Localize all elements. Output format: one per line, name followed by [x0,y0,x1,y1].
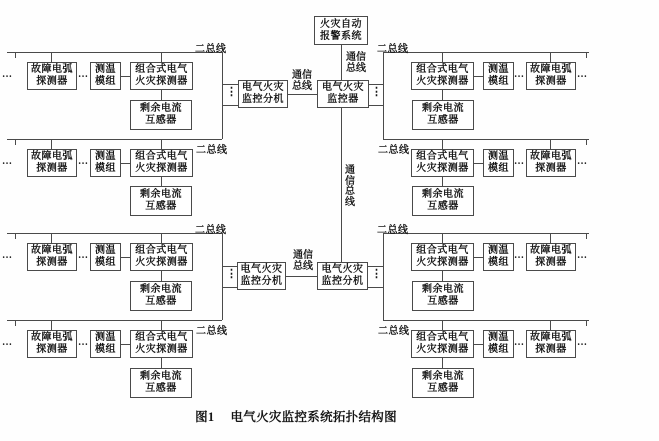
more-devices-ellipsis: … [514,156,525,167]
connector-line [368,287,383,288]
temp-module-box: 测温 模组 [90,243,121,271]
combined-detector-box: 组合式电气 火灾探测器 [130,243,193,271]
combined-detector-box: 组合式电气 火灾探测器 [130,149,193,177]
monitor-subunit-box-bottom-left [237,262,286,290]
more-buses-ellipsis: ⋮ [226,268,237,280]
box-label: 报警系统 [320,30,362,42]
connector-line [474,344,483,345]
connector-line [222,105,238,106]
bus-line [7,52,222,53]
fault-arc-detector-box: 故障电弧 探测器 [526,149,576,177]
drop-line [586,320,587,326]
temp-module-box: 测温 模组 [90,149,121,177]
comm-bus-line [288,94,317,95]
connector-line [442,90,443,100]
bus2-label: 二总线 [195,225,227,236]
more-devices-ellipsis: … [577,69,588,80]
connector-line [442,271,443,281]
residual-ct-box: 剩余电流 互感器 [412,368,474,398]
drop-line [550,233,551,243]
bus-line [7,320,222,321]
fire-alarm-system-box [314,16,368,45]
residual-ct-box: 剩余电流 互感器 [412,281,474,311]
residual-ct-box: 剩余电流 互感器 [130,186,192,216]
drop-line [15,233,16,239]
figure-caption [10,407,582,425]
fault-arc-detector-box: 故障电弧 探测器 [27,243,77,271]
bus2-label: 二总线 [196,326,228,337]
temp-module-box: 测温 模组 [90,330,121,358]
connector-line [161,177,162,186]
residual-ct-box: 剩余电流 互感器 [412,186,474,216]
bus2-label: 二总线 [377,44,409,55]
more-devices-ellipsis: … [577,337,588,348]
more-devices-ellipsis: … [78,156,89,167]
combined-detector-box: 组合式电气 火灾探测器 [130,62,193,90]
comm-bus-vertical-label: 通 信 总 线 [345,165,355,208]
bus2-label: 二总线 [196,145,228,156]
combined-detector-box: 组合式电气 火灾探测器 [130,330,193,358]
connector-line [442,177,443,186]
bus-line [383,52,589,53]
connector-line [121,257,130,258]
figure-number: 图1 [195,410,215,424]
more-devices-ellipsis: … [2,69,13,80]
fault-arc-detector-box: 故障电弧 探测器 [526,243,576,271]
more-devices-ellipsis: … [577,156,588,167]
connector-line [369,105,383,106]
more-devices-ellipsis: … [514,337,525,348]
connector-line [121,163,130,164]
combined-detector-box: 组合式电气 火灾探测器 [411,243,474,271]
combined-detector-box: 组合式电气 火灾探测器 [411,330,474,358]
connector-line [474,76,483,77]
residual-ct-box: 剩余电流 互感器 [130,281,192,311]
bus2-label: 二总线 [378,326,410,337]
more-devices-ellipsis: … [2,156,13,167]
drop-line [51,320,52,330]
connector-line [161,271,162,281]
more-devices-ellipsis: … [577,250,588,261]
connector-line [474,163,483,164]
fault-arc-detector-box: 故障电弧 探测器 [27,330,77,358]
drop-line [161,320,162,330]
drop-line [550,320,551,330]
comm-bus-label: 通信 总线 [293,250,313,272]
box-label: 监控分机 [321,276,364,287]
more-devices-ellipsis: … [514,250,525,261]
comm-bus-line [286,276,317,277]
drop-line [550,52,551,62]
bus2-label: 二总线 [377,225,409,236]
fault-arc-detector-box: 故障电弧 探测器 [526,62,576,90]
connector-line [442,358,443,368]
bus-line [383,139,589,140]
more-buses-ellipsis: ⋮ [371,268,382,280]
drop-line [586,139,587,145]
drop-line [442,139,443,149]
drop-line [161,139,162,149]
box-label: 监控分机 [240,276,283,287]
box-label: 电气火灾 [242,82,284,93]
residual-ct-box: 剩余电流 互感器 [130,100,192,130]
comm-bus-label: 通信 总线 [292,70,312,92]
comm-bus-line [341,45,342,80]
bus-line [383,320,589,321]
connector-line [121,76,130,77]
drop-line [15,52,16,58]
more-devices-ellipsis: … [78,250,89,261]
box-label: 电气火灾 [240,264,283,275]
drop-line [442,233,443,243]
connector-line [474,257,483,258]
temp-module-box: 测温 模组 [483,149,514,177]
drop-line [586,52,587,58]
drop-line [586,233,587,239]
box-label: 监控器 [327,94,359,105]
temp-module-box: 测温 模组 [483,330,514,358]
box-label: 监控分机 [242,94,284,105]
more-devices-ellipsis: … [2,250,13,261]
residual-ct-box: 剩余电流 互感器 [130,368,192,398]
monitor-subunit-box-bottom-center [317,262,368,290]
drop-line [442,52,443,62]
residual-ct-box: 剩余电流 互感器 [412,100,474,130]
bus-line [7,233,222,234]
more-buses-ellipsis: ⋮ [371,86,382,98]
connector-line [383,52,384,139]
temp-module-box: 测温 模组 [483,243,514,271]
temp-module-box: 测温 模组 [483,62,514,90]
figure-title: 电气火灾监控系统拓扑结构图 [230,410,397,424]
connector-line [121,344,130,345]
monitor-subunit-box-top-left [238,80,288,108]
connector-line [161,90,162,100]
box-label: 电气火灾 [321,264,364,275]
combined-detector-box: 组合式电气 火灾探测器 [411,149,474,177]
drop-line [51,52,52,62]
drop-line [51,233,52,243]
bus2-label: 二总线 [195,44,227,55]
fire-monitor-box [317,80,369,108]
temp-module-box: 测温 模组 [90,62,121,90]
fault-arc-detector-box: 故障电弧 探测器 [27,149,77,177]
more-devices-ellipsis: … [2,337,13,348]
comm-bus-line [341,108,342,262]
drop-line [15,320,16,326]
connector-line [161,358,162,368]
box-label: 火灾自动 [320,18,362,30]
drop-line [442,320,443,330]
drop-line [550,139,551,149]
box-label: 电气火灾 [322,82,364,93]
bus2-label: 二总线 [378,145,410,156]
drop-line [161,52,162,62]
connector-line [222,287,237,288]
bus-line [383,233,589,234]
more-devices-ellipsis: … [514,69,525,80]
connector-line [383,233,384,320]
more-devices-ellipsis: … [78,337,89,348]
combined-detector-box: 组合式电气 火灾探测器 [411,62,474,90]
comm-bus-label: 通信 总线 [346,52,366,74]
fault-arc-detector-box: 故障电弧 探测器 [526,330,576,358]
drop-line [51,139,52,149]
more-buses-ellipsis: ⋮ [226,86,237,98]
drop-line [161,233,162,243]
connector-line [222,52,223,139]
more-devices-ellipsis: … [78,69,89,80]
drop-line [15,139,16,145]
fault-arc-detector-box: 故障电弧 探测器 [27,62,77,90]
bus-line [7,139,222,140]
connector-line [222,233,223,320]
